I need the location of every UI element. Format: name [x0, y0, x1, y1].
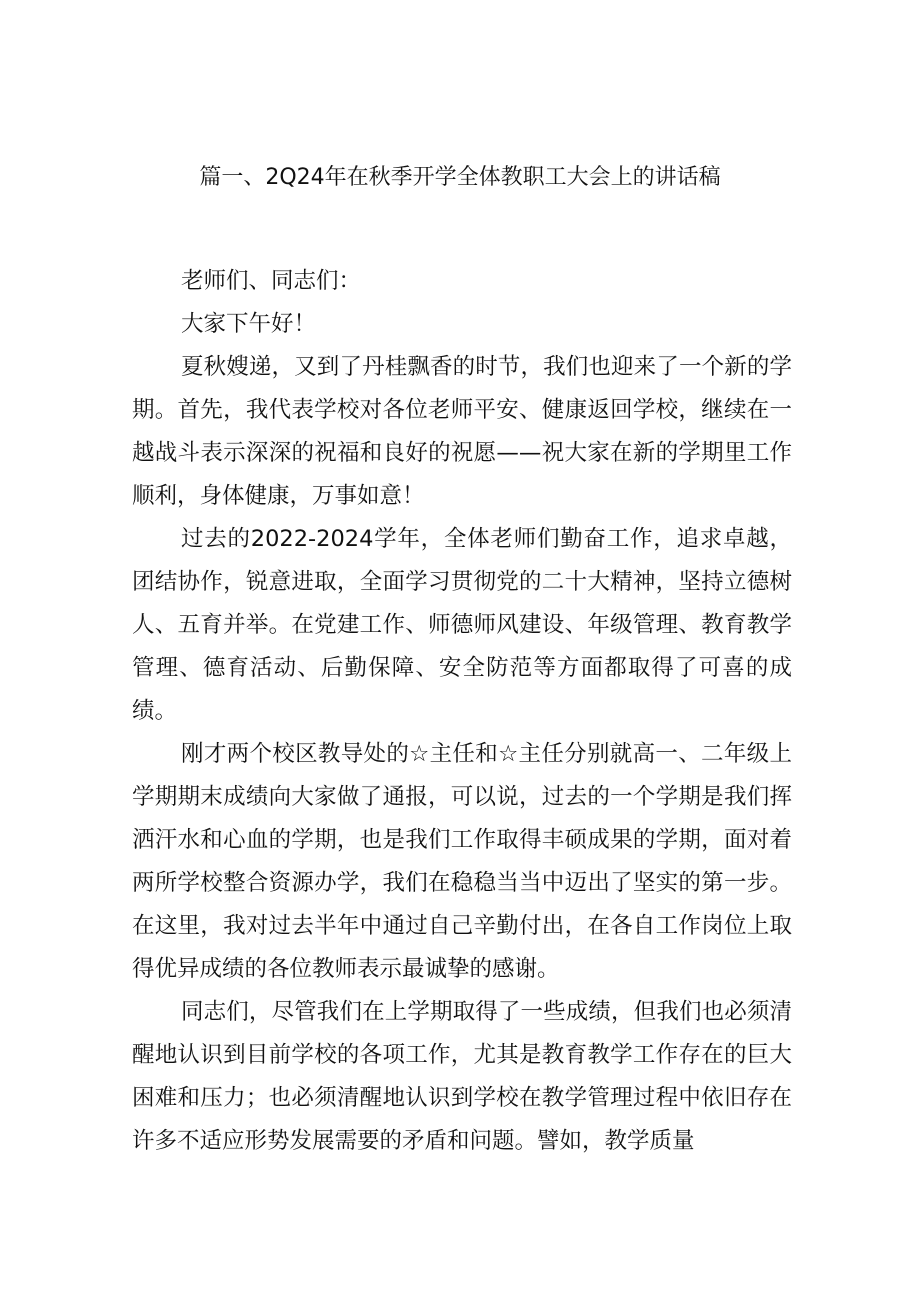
paragraph-challenges: 同志们，尽管我们在上学期取得了一些成绩，但我们也必须清醒地认识到目前学校的各项工作，尤其是教育教学工作存在的巨大困难和压力；也必须清醒地认识到学校在教学管理过程中依旧存在许多不适应形势发展需要的矛盾和问题。譬如，教学质量	[132, 999, 792, 1154]
paragraph-salutation: 老师们、同志们：	[181, 268, 362, 294]
paragraph-new-semester: 夏秋嫂递，又到了丹桂飘香的时节，我们也迎来了一个新的学期。首先，我代表学校对各位老师平安、健康返回学校，继续在一越战斗表示深深的祝福和良好的祝愿——祝大家在新的学期里工作顺利，身体健康，万事如意！	[132, 354, 792, 509]
paragraph-past-year: 过去的2022-2024学年，全体老师们勤奋工作，追求卓越，团结协作，锐意进取，全面学习贯彻党的二十大精神，坚持立德树人、五育并举。在党建工作、师德师风建设、年级管理、教育教学管理、德育活动、后勤保障、安全防范等方面都取得了可喜的成绩。	[132, 526, 792, 724]
paragraph-greeting: 大家下午好！	[181, 311, 317, 337]
document-title: 篇一、2Q24年在秋季开学全体教职工大会上的讲话稿	[199, 165, 721, 190]
document-body	[132, 260, 792, 1163]
paragraph-report-thanks: 刚才两个校区教导处的☆主任和☆主任分别就高一、二年级上学期期末成绩向大家做了通报，可以说，过去的一个学期是我们挥洒汗水和心血的学期，也是我们工作取得丰硕成果的学期，面对着两所学校整合资源办学，我们在稳稳当当中迈出了坚实的第一步。在这里，我对过去半年中通过自己辛勤付出，在各自工作岗位上取得优异成绩的各位教师表示最诚挚的感谢。	[132, 741, 792, 982]
